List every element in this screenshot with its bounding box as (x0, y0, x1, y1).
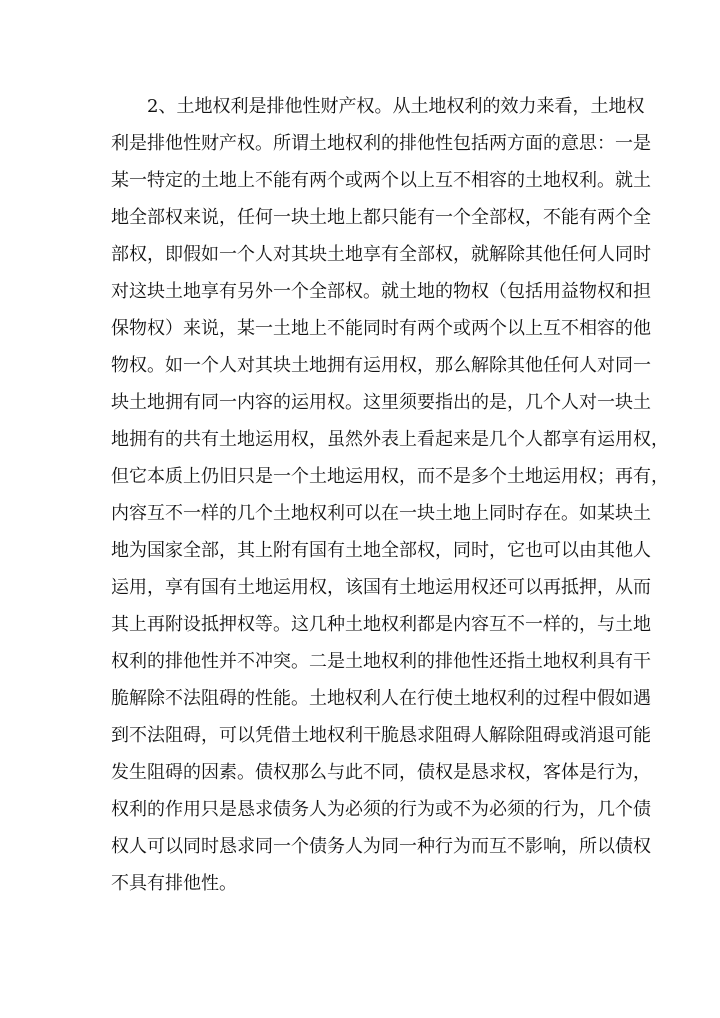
paragraph-line: 权利的排他性并不冲突。二是土地权利的排他性还指土地权利具有干 (111, 651, 651, 672)
paragraph-line: 但它本质上仍旧只是一个土地运用权，而不是多个土地运用权；再有， (111, 466, 669, 487)
paragraph-line: 2、土地权利是排他性财产权。从土地权利的效力来看，土地权 (147, 96, 645, 117)
paragraph-line: 对这块土地享有另外一个全部权。就土地的物权（包括用益物权和担 (111, 281, 651, 302)
paragraph-line: 权人可以同时恳求同一个债务人为同一种行为而互不影响，所以债权 (111, 836, 651, 857)
paragraph-line: 不具有排他性。 (111, 873, 237, 894)
paragraph-line: 地全部权来说，任何一块土地上都只能有一个全部权，不能有两个全 (111, 207, 651, 228)
paragraph-line: 利是排他性财产权。所谓土地权利的排他性包括两方面的意思：一是 (111, 133, 651, 154)
paragraph-line: 其上再附设抵押权等。这几种土地权利都是内容互不一样的，与土地 (111, 614, 651, 635)
paragraph-line: 到不法阻碍，可以凭借土地权利干脆恳求阻碍人解除阻碍或消退可能 (111, 725, 651, 746)
paragraph-line: 运用，享有国有土地运用权，该国有土地运用权还可以再抵押，从而 (111, 577, 651, 598)
paragraph-line: 内容互不一样的几个土地权利可以在一块土地上同时存在。如某块土 (111, 503, 651, 524)
paragraph-line: 某一特定的土地上不能有两个或两个以上互不相容的土地权利。就土 (111, 170, 651, 191)
paragraph-line: 脆解除不法阻碍的性能。土地权利人在行使土地权利的过程中假如遇 (111, 688, 651, 709)
paragraph-line: 发生阻碍的因素。债权那么与此不同，债权是恳求权，客体是行为， (111, 762, 651, 783)
paragraph-line: 部权，即假如一个人对其块土地享有全部权，就解除其他任何人同时 (111, 244, 651, 265)
paragraph-line: 块土地拥有同一内容的运用权。这里须要指出的是，几个人对一块土 (111, 392, 651, 413)
paragraph-line: 权利的作用只是恳求债务人为必须的行为或不为必须的行为，几个债 (111, 799, 651, 820)
paragraph-line: 地为国家全部，其上附有国有土地全部权，同时，它也可以由其他人 (111, 540, 651, 561)
paragraph-line: 地拥有的共有土地运用权，虽然外表上看起来是几个人都享有运用权， (111, 429, 669, 450)
paragraph-line: 保物权）来说，某一土地上不能同时有两个或两个以上互不相容的他 (111, 318, 651, 339)
paragraph-line: 物权。如一个人对其块土地拥有运用权，那么解除其他任何人对同一 (111, 355, 651, 376)
